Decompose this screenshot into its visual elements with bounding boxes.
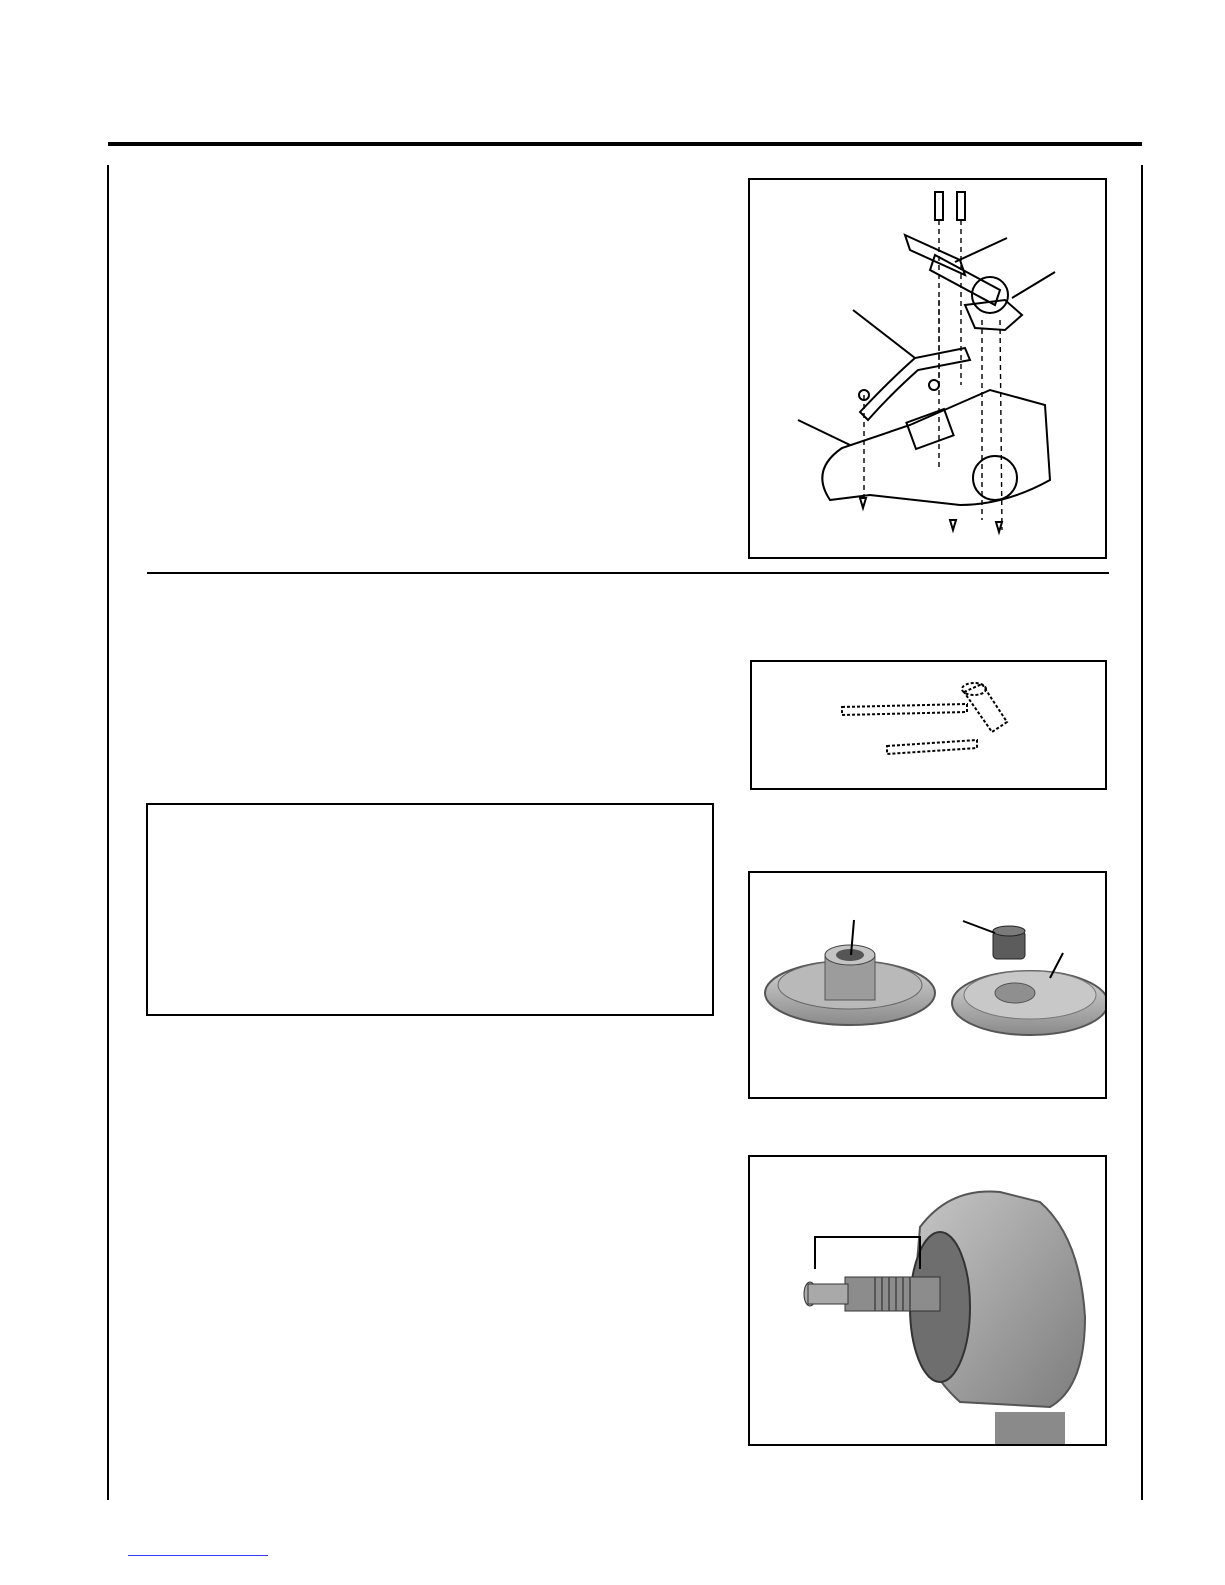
figure-tool-set: [750, 660, 1107, 790]
tommy-bar: [887, 740, 977, 754]
output-shaft: [845, 1277, 940, 1311]
footer-link-underline[interactable]: [128, 1555, 268, 1556]
guard-assembly-drawing: [750, 180, 1107, 559]
tool-set-drawing: [752, 662, 1107, 790]
bracket-callout: [815, 1237, 920, 1269]
figure-gear-shaft: [748, 1155, 1107, 1446]
note-box: [146, 803, 714, 1016]
right-margin-line: [1141, 165, 1143, 1500]
section-divider: [147, 572, 1109, 574]
bolt-right: [957, 192, 965, 220]
bolt-left: [935, 192, 943, 220]
holder-plates-photo: [750, 873, 1107, 1099]
figure-guard-assembly: [748, 178, 1107, 559]
wrench-handle: [842, 704, 967, 715]
header-rule: [108, 142, 1142, 146]
gear-shaft-photo: [750, 1157, 1107, 1446]
left-margin-line: [107, 165, 109, 1500]
figure-holder-plates: [748, 871, 1107, 1099]
